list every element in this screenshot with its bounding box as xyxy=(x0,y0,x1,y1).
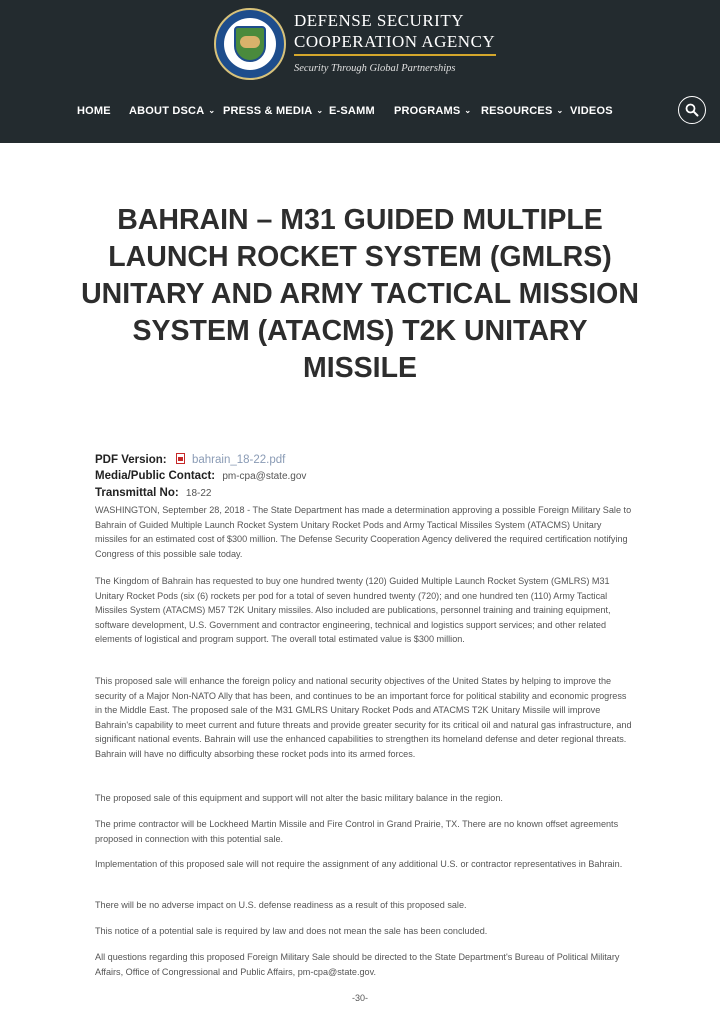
body-paragraph: The proposed sale of this equipment and support will not alter the basic military balance in the region. xyxy=(95,793,503,803)
pdf-download-link[interactable]: bahrain_18-22.pdf xyxy=(191,454,286,466)
chevron-down-icon: ⌄ xyxy=(316,106,324,115)
brand-divider xyxy=(294,54,496,56)
nav-press-media[interactable]: PRESS & MEDIA ⌄ xyxy=(223,105,324,117)
body-paragraph: The prime contractor will be Lockheed Martin Missile and Fire Control in Grand Prairie, TX. There are no known offset agreements proposed in connection with this potential sale. xyxy=(95,819,619,844)
transmittal-row xyxy=(95,487,212,499)
media-contact-label: Media/Public Contact: xyxy=(95,470,216,482)
nav-resources[interactable]: RESOURCES ⌄ xyxy=(481,105,564,117)
pdf-version-label: PDF Version: xyxy=(95,454,167,466)
nav-videos[interactable]: VIDEOS xyxy=(570,105,613,117)
transmittal-number: 18-22 xyxy=(185,488,212,499)
page-number: -30- xyxy=(351,993,368,1003)
site-header xyxy=(0,0,720,143)
chevron-down-icon: ⌄ xyxy=(464,106,472,115)
media-contact-row xyxy=(95,470,306,482)
media-contact-value: pm-cpa@state.gov xyxy=(222,471,307,482)
body-paragraph: WASHINGTON, September 28, 2018 - The State Department has made a determination approving a possible Foreign Military Sale to Bahrain of Guided Multiple Launch Rocket System Unitary Rocket Pods and Army Tactical Missiles System (ATACMS) Unitary missiles for an estimated cost of $300 million. The Defense Security Cooperation Agency delivered the required certification notifying Congress of this possible sale today. xyxy=(95,505,632,559)
chevron-down-icon: ⌄ xyxy=(208,106,216,115)
body-paragraph: There will be no adverse impact on U.S. defense readiness as a result of this proposed sale. xyxy=(95,900,467,910)
pdf-file-icon xyxy=(176,453,185,464)
body-paragraph: All questions regarding this proposed Foreign Military Sale should be directed to the State Department's Bureau of Political Military Affairs, Office of Congressional and Public Affairs, pm-cpa@state.gov. xyxy=(95,952,620,977)
agency-name-line2[interactable]: COOPERATION AGENCY xyxy=(294,32,496,51)
dsca-seal-icon[interactable] xyxy=(214,8,286,80)
body-paragraph: This proposed sale will enhance the foreign policy and national security objectives of the United States by helping to improve the security of a Major Non-NATO Ally that has been, and continues to be an important force for political stability and economic progress in the Middle East. The proposed sale of the M31 GMLRS Unitary Rocket Pods and ATACMS T2K Unitary Missile will improve Bahrain's capability to meet current and future threats and provide greater security for its critical oil and natural gas infrastructure, and significant national events. Bahrain will use the enhanced capabilities to strengthen its homeland defense and deter regional threats. Bahrain will have no difficulty absorbing these rocket pods into its armed forces. xyxy=(95,676,632,759)
page-title: BAHRAIN – M31 GUIDED MULTIPLE LAUNCH ROCKET SYSTEM (GMLRS) UNITARY AND ARMY TACTICAL MISSION SYSTEM (ATACMS) T2K UNITARY MISSILE xyxy=(81,204,639,384)
agency-name-line1[interactable]: DEFENSE SECURITY xyxy=(294,11,464,30)
body-paragraph: This notice of a potential sale is required by law and does not mean the sale has been concluded. xyxy=(95,926,488,936)
nav-about-dsca[interactable]: ABOUT DSCA ⌄ xyxy=(129,105,216,117)
nav-e-samm[interactable]: E-SAMM xyxy=(329,105,375,117)
body-paragraph: Implementation of this proposed sale will not require the assignment of any additional U.S. or contractor representatives in Bahrain. xyxy=(95,859,623,869)
search-button[interactable] xyxy=(678,96,706,124)
nav-home[interactable]: HOME xyxy=(77,105,111,117)
transmittal-label: Transmittal No: xyxy=(95,487,179,499)
body-paragraph: The Kingdom of Bahrain has requested to buy one hundred twenty (120) Guided Multiple Launch Rocket System (GMLRS) M31 Unitary Rocket Pods (six (6) rockets per pod for a total of seven hundred twenty (720); and one hundred ten (110) Army Tactical Missiles System (ATACMS) M57 T2K Unitary missiles. Also included are publications, personnel training and training equipment, software development, U.S. Government and contractor engineering, technical and logistics support services; and other related elements of logistical and program support. The overall total estimated value is $300 million. xyxy=(95,576,611,645)
nav-programs[interactable]: PROGRAMS ⌄ xyxy=(394,105,472,117)
pdf-version-row xyxy=(95,452,285,466)
agency-tagline: Security Through Global Partnerships xyxy=(294,63,456,74)
chevron-down-icon: ⌄ xyxy=(556,106,564,115)
search-icon xyxy=(685,103,699,117)
